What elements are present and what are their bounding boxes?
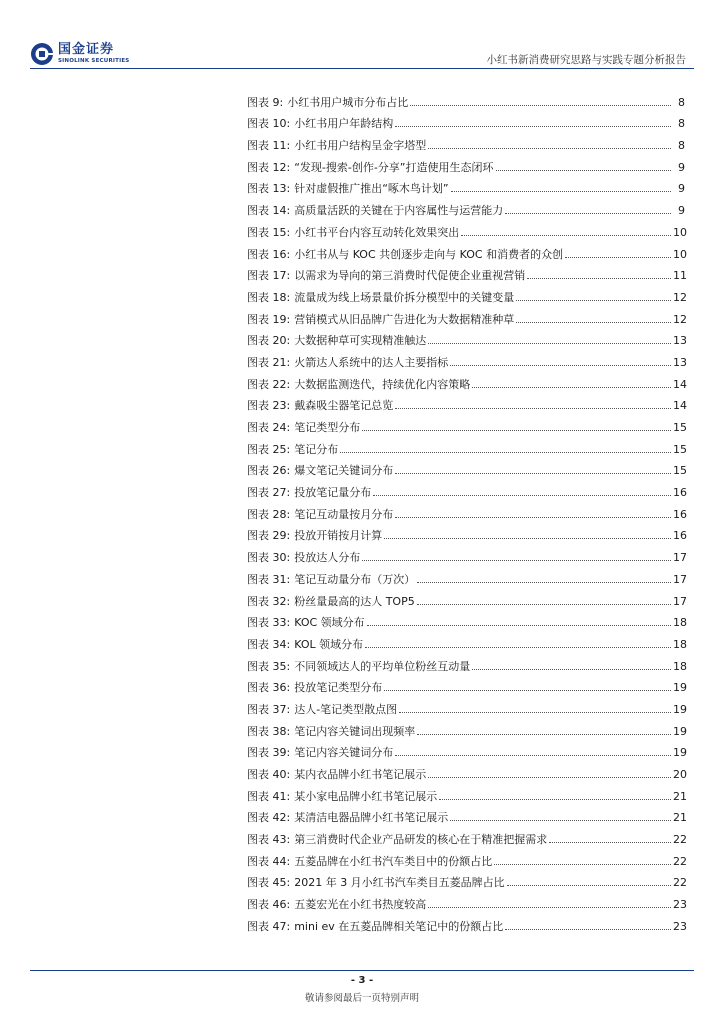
toc-entry-page: 10: [673, 247, 687, 261]
toc-entry-title: 达人-笔记类型散点图: [294, 702, 398, 716]
toc-leader-dots: [461, 234, 671, 236]
toc-entry-page: 19: [673, 681, 687, 695]
toc-entry-page: 14: [673, 399, 687, 413]
toc-entry[interactable]: [247, 542, 685, 564]
toc-entry-page: 21: [673, 789, 687, 803]
toc-entry-number: 图表 44:: [247, 854, 291, 868]
toc-entry-page: 16: [673, 507, 687, 521]
toc-leader-dots: [417, 603, 671, 605]
toc-leader-dots: [428, 906, 671, 908]
toc-leader-dots: [472, 668, 671, 670]
toc-entry-title: 投放达人分布: [294, 551, 361, 565]
toc-entry[interactable]: [247, 738, 685, 760]
toc-entry-page: 18: [673, 616, 687, 630]
toc-entry[interactable]: [247, 824, 685, 846]
toc-leader-dots: [362, 429, 671, 431]
toc-entry-number: 图表 9:: [247, 95, 284, 109]
toc-entry-page: 8: [678, 139, 685, 153]
toc-entry-title: 大数据监测迭代，持续优化内容策略: [294, 377, 471, 391]
toc-entry-page: 19: [673, 724, 687, 738]
toc-entry[interactable]: [247, 347, 685, 369]
toc-entry-page: 13: [673, 334, 687, 348]
toc-entry-number: 图表 45:: [247, 876, 291, 890]
toc-entry-title: 第三消费时代企业产品研发的核心在于精准把握需求: [294, 833, 548, 847]
toc-entry[interactable]: [247, 369, 685, 391]
toc-leader-dots: [507, 884, 671, 886]
toc-entry-number: 图表 22:: [247, 377, 291, 391]
toc-entry-number: 图表 10:: [247, 117, 291, 131]
toc-leader-dots: [395, 125, 671, 127]
toc-entry-title: 小红书从与 KOC 共创逐步走向与 KOC 和消费者的众创: [294, 247, 564, 261]
toc-entry-title: 笔记互动量分布（万次）: [294, 572, 416, 586]
toc-entry[interactable]: [247, 152, 685, 174]
toc-entry-number: 图表 17:: [247, 269, 291, 283]
toc-entry[interactable]: [247, 673, 685, 695]
toc-entry-title: 某内衣品牌小红书笔记展示: [294, 768, 427, 781]
toc-entry-number: 图表 20:: [247, 334, 291, 348]
toc-entry-number: 图表 12:: [247, 160, 291, 174]
toc-leader-dots: [365, 646, 671, 648]
toc-entry[interactable]: [247, 456, 685, 478]
toc-entry[interactable]: [247, 716, 685, 738]
toc-entry-page: 18: [673, 637, 687, 651]
toc-entry[interactable]: [247, 477, 685, 499]
toc-entry-number: 图表 23:: [247, 399, 291, 413]
toc-entry-number: 图表 43:: [247, 833, 291, 847]
toc-entry-page: 20: [673, 768, 687, 781]
toc-entry-title: 笔记类型分布: [294, 421, 361, 434]
toc-leader-dots: [505, 928, 671, 930]
toc-entry-number: 图表 40:: [247, 768, 291, 781]
toc-entry[interactable]: [247, 868, 685, 890]
toc-entry-number: 图表 18:: [247, 290, 291, 304]
toc-leader-dots: [384, 689, 671, 691]
toc-entry-number: 图表 24:: [247, 421, 291, 434]
toc-entry-number: 图表 34:: [247, 637, 291, 651]
toc-entry-title: 小红书用户城市分布占比: [287, 95, 409, 109]
toc-entry-number: 图表 36:: [247, 681, 291, 695]
toc-entry-number: 图表 13:: [247, 182, 291, 196]
toc-entry-page: 15: [673, 421, 687, 434]
toc-leader-dots: [367, 624, 671, 626]
toc-entry-page: 21: [673, 811, 687, 825]
toc-entry-title: 戴森吸尘器笔记总览: [294, 399, 394, 413]
toc-entry-number: 图表 21:: [247, 355, 291, 369]
toc-entry[interactable]: [247, 282, 685, 304]
toc-entry-title: 针对虚假推广推出“啄木鸟计划”: [294, 182, 449, 196]
toc-entry[interactable]: [247, 499, 685, 521]
toc-entry[interactable]: [247, 651, 685, 673]
page-number: - 3 -: [350, 975, 374, 986]
toc-leader-dots: [565, 256, 671, 258]
toc-entry-page: 12: [673, 312, 687, 326]
toc-entry-title: 火箭达人系统中的达人主要指标: [294, 355, 449, 369]
toc-entry-number: 图表 42:: [247, 811, 291, 825]
toc-entry-title: 2021 年 3 月小红书汽车类目五菱品牌占比: [294, 876, 505, 890]
toc-entry-page: 19: [673, 746, 687, 760]
toc-leader-dots: [395, 407, 671, 409]
toc-entry-title: 营销模式从旧品牌广告进化为大数据精准种草: [294, 312, 515, 326]
toc-leader-dots: [472, 386, 671, 388]
toc-entry[interactable]: [247, 911, 685, 933]
toc-entry[interactable]: [247, 759, 685, 781]
toc-entry-title: 投放开销按月计算: [294, 529, 383, 543]
toc-entry[interactable]: [247, 803, 685, 825]
toc-entry-number: 图表 14:: [247, 204, 291, 218]
toc-entry[interactable]: [247, 304, 685, 326]
toc-leader-dots: [384, 537, 671, 539]
toc-entry-number: 图表 16:: [247, 247, 291, 261]
toc-entry-page: 17: [673, 551, 687, 565]
toc-leader-dots: [527, 277, 671, 279]
toc-entry[interactable]: [247, 846, 685, 868]
toc-entry[interactable]: [247, 326, 685, 348]
toc-leader-dots: [549, 841, 671, 843]
toc-entry-number: 图表 28:: [247, 507, 291, 521]
toc-leader-dots: [395, 472, 671, 474]
toc-entry-number: 图表 25:: [247, 442, 291, 456]
toc-entry-page: 13: [673, 355, 687, 369]
toc-entry-title: 笔记内容关键词出现频率: [294, 724, 416, 738]
toc-entry-title: 五菱品牌在小红书汽车类目中的份额占比: [294, 854, 493, 868]
toc-leader-dots: [451, 190, 671, 192]
toc-leader-dots: [395, 754, 671, 756]
toc-entry-page: 9: [678, 182, 685, 196]
toc-entry-title: 流量成为线上场景量价拆分模型中的关键变量: [294, 290, 515, 304]
toc-entry[interactable]: [247, 694, 685, 716]
toc-entry-number: 图表 27:: [247, 486, 291, 500]
toc-leader-dots: [450, 819, 671, 821]
toc-leader-dots: [428, 342, 671, 344]
toc-entry[interactable]: [247, 391, 685, 413]
toc-entry-title: 五菱宏光在小红书热度较高: [294, 898, 427, 912]
toc-entry[interactable]: [247, 174, 685, 196]
sinolink-logo-icon: [30, 42, 54, 66]
toc-entry-number: 图表 37:: [247, 702, 291, 716]
toc-entry-page: 17: [673, 572, 687, 586]
toc-entry-number: 图表 47:: [247, 919, 291, 933]
toc-leader-dots: [516, 299, 671, 301]
toc-entry-title: 高质量活跃的关键在于内容属性与运营能力: [294, 204, 504, 218]
toc-entry-title: KOL 领域分布: [294, 637, 364, 651]
toc-entry[interactable]: [247, 195, 685, 217]
toc-leader-dots: [505, 212, 671, 214]
toc-entry-number: 图表 41:: [247, 789, 291, 803]
report-title: 小红书新消费研究思路与实践专题分析报告: [486, 54, 686, 66]
toc-entry-number: 图表 38:: [247, 724, 291, 738]
company-logo: [30, 40, 129, 68]
toc-entry-title: 小红书用户结构呈金字塔型: [294, 139, 427, 153]
toc-entry-title: 不同领域达人的平均单位粉丝互动量: [294, 659, 471, 673]
logo-english-name: SINOLINK SECURITIES: [58, 58, 130, 64]
toc-entry-number: 图表 19:: [247, 312, 291, 326]
toc-entry-page: 18: [673, 659, 687, 673]
toc-entry[interactable]: [247, 521, 685, 543]
toc-entry[interactable]: [247, 434, 685, 456]
toc-entry-page: 22: [673, 854, 687, 868]
toc-entry[interactable]: [247, 564, 685, 586]
toc-entry[interactable]: [247, 87, 685, 109]
toc-leader-dots: [417, 581, 671, 583]
toc-entry[interactable]: [247, 889, 685, 911]
toc-entry-page: 15: [673, 442, 687, 456]
toc-entry-title: 粉丝量最高的达人 TOP5: [294, 594, 415, 608]
toc-entry-page: 14: [673, 377, 687, 391]
toc-entry-number: 图表 32:: [247, 594, 291, 608]
toc-entry[interactable]: [247, 586, 685, 608]
toc-entry-title: 投放笔记类型分布: [294, 681, 383, 695]
toc-entry-number: 图表 29:: [247, 529, 291, 543]
toc-entry-page: 22: [673, 876, 687, 890]
toc-entry[interactable]: [247, 217, 685, 239]
toc-entry-title: mini ev 在五菱品牌相关笔记中的份额占比: [294, 919, 504, 933]
toc-leader-dots: [428, 147, 671, 149]
toc-entry-page: 10: [673, 225, 687, 239]
toc-entry-number: 图表 31:: [247, 572, 291, 586]
toc-entry-title: 爆文笔记关键词分布: [294, 464, 394, 478]
toc-leader-dots: [399, 711, 671, 713]
toc-entry-title: 笔记互动量按月分布: [294, 507, 394, 521]
toc-entry-page: 19: [673, 702, 687, 716]
figure-list: [247, 87, 685, 933]
toc-entry-page: 15: [673, 464, 687, 478]
toc-leader-dots: [494, 863, 671, 865]
toc-entry[interactable]: [247, 130, 685, 152]
toc-entry-number: 图表 35:: [247, 659, 291, 673]
toc-entry-title: 某小家电品牌小红书笔记展示: [294, 789, 438, 803]
toc-entry-title: 小红书用户年龄结构: [294, 117, 394, 131]
toc-leader-dots: [516, 321, 671, 323]
toc-entry-page: 22: [673, 833, 687, 847]
toc-entry[interactable]: [247, 608, 685, 630]
toc-entry[interactable]: [247, 261, 685, 283]
toc-entry-page: 16: [673, 486, 687, 500]
toc-leader-dots: [410, 104, 671, 106]
toc-entry-title: 笔记内容关键词分布: [294, 746, 394, 760]
toc-entry[interactable]: [247, 781, 685, 803]
disclaimer-note: 敬请参阅最后一页特别声明: [304, 993, 419, 1004]
toc-leader-dots: [362, 559, 671, 561]
toc-entry-page: 8: [678, 117, 685, 131]
toc-entry-title: 以需求为导向的第三消费时代促使企业重视营销: [294, 269, 526, 283]
toc-entry[interactable]: [247, 412, 685, 434]
toc-entry-page: 9: [678, 160, 685, 174]
toc-entry-number: 图表 11:: [247, 139, 291, 153]
toc-entry-title: 某清洁电器品牌小红书笔记展示: [294, 811, 449, 825]
toc-leader-dots: [496, 169, 671, 171]
toc-entry-number: 图表 30:: [247, 551, 291, 565]
toc-entry-page: 16: [673, 529, 687, 543]
toc-entry-title: 笔记分布: [294, 442, 339, 456]
toc-entry-page: 17: [673, 594, 687, 608]
toc-entry-number: 图表 46:: [247, 898, 291, 912]
toc-entry-page: 23: [673, 898, 687, 912]
header-divider: [30, 68, 694, 69]
toc-entry[interactable]: [247, 239, 685, 261]
toc-entry-page: 11: [673, 269, 687, 283]
toc-leader-dots: [340, 451, 671, 453]
toc-entry-number: 图表 26:: [247, 464, 291, 478]
toc-entry-page: 9: [678, 204, 685, 218]
toc-entry-page: 12: [673, 290, 687, 304]
toc-leader-dots: [395, 516, 671, 518]
toc-leader-dots: [450, 364, 671, 366]
toc-leader-dots: [439, 798, 671, 800]
toc-entry-number: 图表 39:: [247, 746, 291, 760]
toc-entry-title: 投放笔记量分布: [294, 486, 372, 500]
toc-leader-dots: [428, 776, 671, 778]
toc-leader-dots: [373, 494, 671, 496]
toc-leader-dots: [417, 733, 671, 735]
toc-entry-page: 8: [678, 95, 685, 109]
toc-entry-number: 图表 15:: [247, 225, 291, 239]
toc-entry-page: 23: [673, 919, 687, 933]
toc-entry-title: “发现-搜索-创作-分享”打造使用生态闭环: [294, 160, 494, 174]
toc-entry-number: 图表 33:: [247, 616, 291, 630]
toc-entry-title: 大数据种草可实现精准触达: [294, 334, 427, 348]
footer-divider: [30, 970, 694, 971]
toc-entry[interactable]: [247, 109, 685, 131]
toc-entry[interactable]: [247, 629, 685, 651]
toc-entry-title: 小红书平台内容互动转化效果突出: [294, 225, 460, 239]
logo-chinese-name: 国金证券: [58, 42, 115, 57]
toc-entry-title: KOC 领域分布: [294, 616, 365, 630]
